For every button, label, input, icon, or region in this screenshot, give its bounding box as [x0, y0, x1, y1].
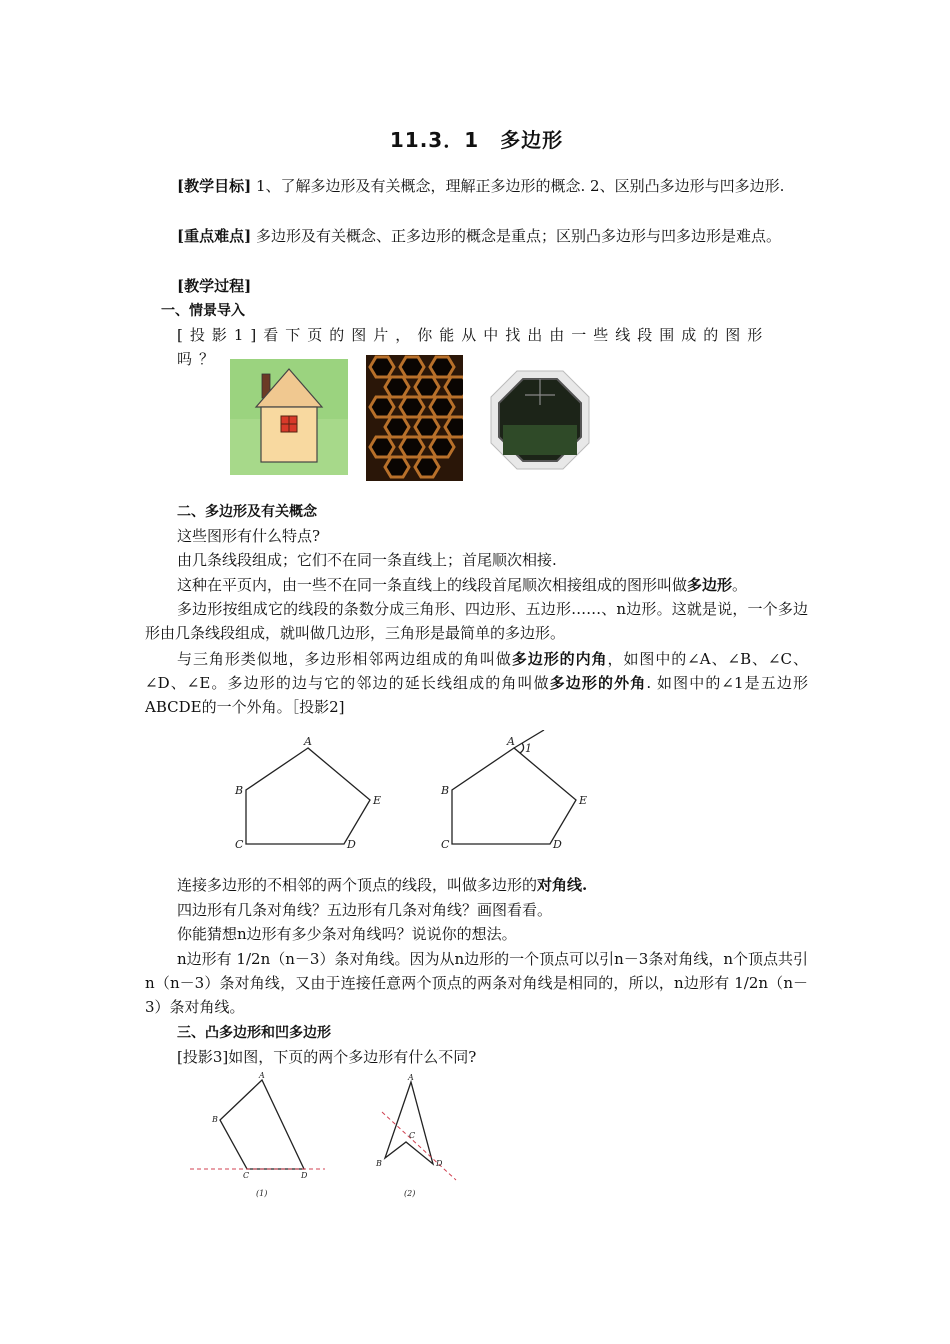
- definition-term: 多边形: [687, 576, 733, 594]
- definition-text: 这种在平页内，由一些不在同一条直线上的线段首尾顺次相接组成的图形叫做: [177, 576, 688, 594]
- label-c-1: C: [235, 838, 244, 851]
- page-title: 11.3．1 多边形: [389, 128, 564, 152]
- label-e-2: E: [579, 794, 588, 807]
- section2-heading: 二、多边形及有关概念: [177, 504, 317, 520]
- section2-question1: 这些图形有什么特点?: [177, 527, 321, 545]
- diagonal-term: 对角线.: [537, 876, 588, 894]
- section3-text: [投影3]如图，下页的两个多边形有什么不同?: [177, 1048, 477, 1066]
- angle-text-2: ，如图中的∠A、∠B、∠C、∠D、∠E。多边形的边与它的邻边的延长线组成的角叫做: [145, 650, 808, 692]
- key-points-label: [重点难点]: [177, 227, 252, 245]
- angle-definition: [145, 647, 808, 719]
- exterior-angle-term: 多边形的外角: [549, 674, 647, 692]
- label-e-1: E: [373, 794, 382, 807]
- angle-text-1: 与三角形类似地，多边形相邻两边组成的角叫做: [177, 650, 512, 668]
- label-d-3: D: [301, 1171, 308, 1180]
- label-a-1: A: [304, 735, 312, 748]
- figure-caption-2: (2): [404, 1189, 416, 1198]
- label-a-4: A: [408, 1073, 414, 1082]
- section2-answer1: 由几条线段组成；它们不在同一条直线上；首尾顺次相接.: [177, 551, 557, 569]
- figure-caption-1: (1): [256, 1189, 268, 1198]
- section2-question2: 四边形有几条对角线？五边形有几条对角线？画图看看。: [177, 901, 553, 919]
- label-a-2: A: [507, 735, 515, 748]
- house-picture: [230, 359, 348, 479]
- label-b-2: B: [441, 784, 450, 797]
- octagon-window-picture: [485, 365, 595, 479]
- process-label: [教学过程]: [177, 277, 252, 295]
- label-d-2: D: [553, 838, 562, 851]
- label-b-4: B: [376, 1159, 382, 1168]
- polygon-definition: [177, 573, 808, 597]
- section1-text: [投影1]看下页的图片，你能从中找出由一些线段围成的图形吗？: [177, 326, 770, 368]
- diagonal-answer: n边形有 1/2n（n－3）条对角线。因为从n边形的一个顶点可以引n－3条对角线，n个顶点共引n（n－3）条对角线，又由于连接任意两个顶点的两条对角线是相同的，所以，n边形有 1/2n（n－3）条对角线。: [145, 950, 808, 1016]
- section2-question3: 你能猜想n边形有多少条对角线吗？说说你的想法。: [177, 925, 517, 943]
- section3-heading: 三、凸多边形和凹多边形: [177, 1025, 331, 1041]
- angle-text-3: . 如图中的∠1是五边形ABCDE的一个外角。［投影2]: [145, 674, 808, 716]
- label-a-3: A: [259, 1071, 265, 1080]
- label-d-4: D: [436, 1159, 443, 1168]
- interior-angle-term: 多边形的内角: [511, 650, 608, 668]
- diagonal-definition: [177, 873, 808, 897]
- label-b-3: B: [212, 1115, 218, 1124]
- section1-heading: 一、情景导入: [161, 303, 245, 319]
- objectives-text: 1、了解多边形及有关概念，理解正多边形的概念. 2、区别凸多边形与凹多边形.: [251, 177, 785, 195]
- label-c-4: C: [409, 1131, 416, 1140]
- objectives-paragraph: [145, 174, 808, 198]
- diagonal-text: 连接多边形的不相邻的两个顶点的线段，叫做多边形的: [177, 876, 538, 894]
- pentagon-figures: [230, 730, 610, 864]
- label-d-1: D: [347, 838, 356, 851]
- key-points-text: 多边形及有关概念、正多边形的概念是重点；区别凸多边形与凹多边形是难点。: [251, 227, 781, 245]
- honeycomb-picture: [366, 355, 463, 485]
- label-c-2: C: [441, 838, 450, 851]
- exterior-angle-label: 1: [525, 742, 532, 755]
- polygon-classification: 多边形按组成它的线段的条数分成三角形、四边形、五边形……、n边形。这就是说，一个多边形由几条线段组成，就叫做几边形，三角形是最简单的多边形。: [145, 600, 808, 642]
- key-points-paragraph: [145, 224, 808, 248]
- objectives-label: [教学目标]: [177, 177, 252, 195]
- definition-end: 。: [732, 576, 748, 594]
- convex-concave-figures: [190, 1070, 470, 1214]
- label-c-3: C: [243, 1171, 250, 1180]
- label-b-1: B: [235, 784, 244, 797]
